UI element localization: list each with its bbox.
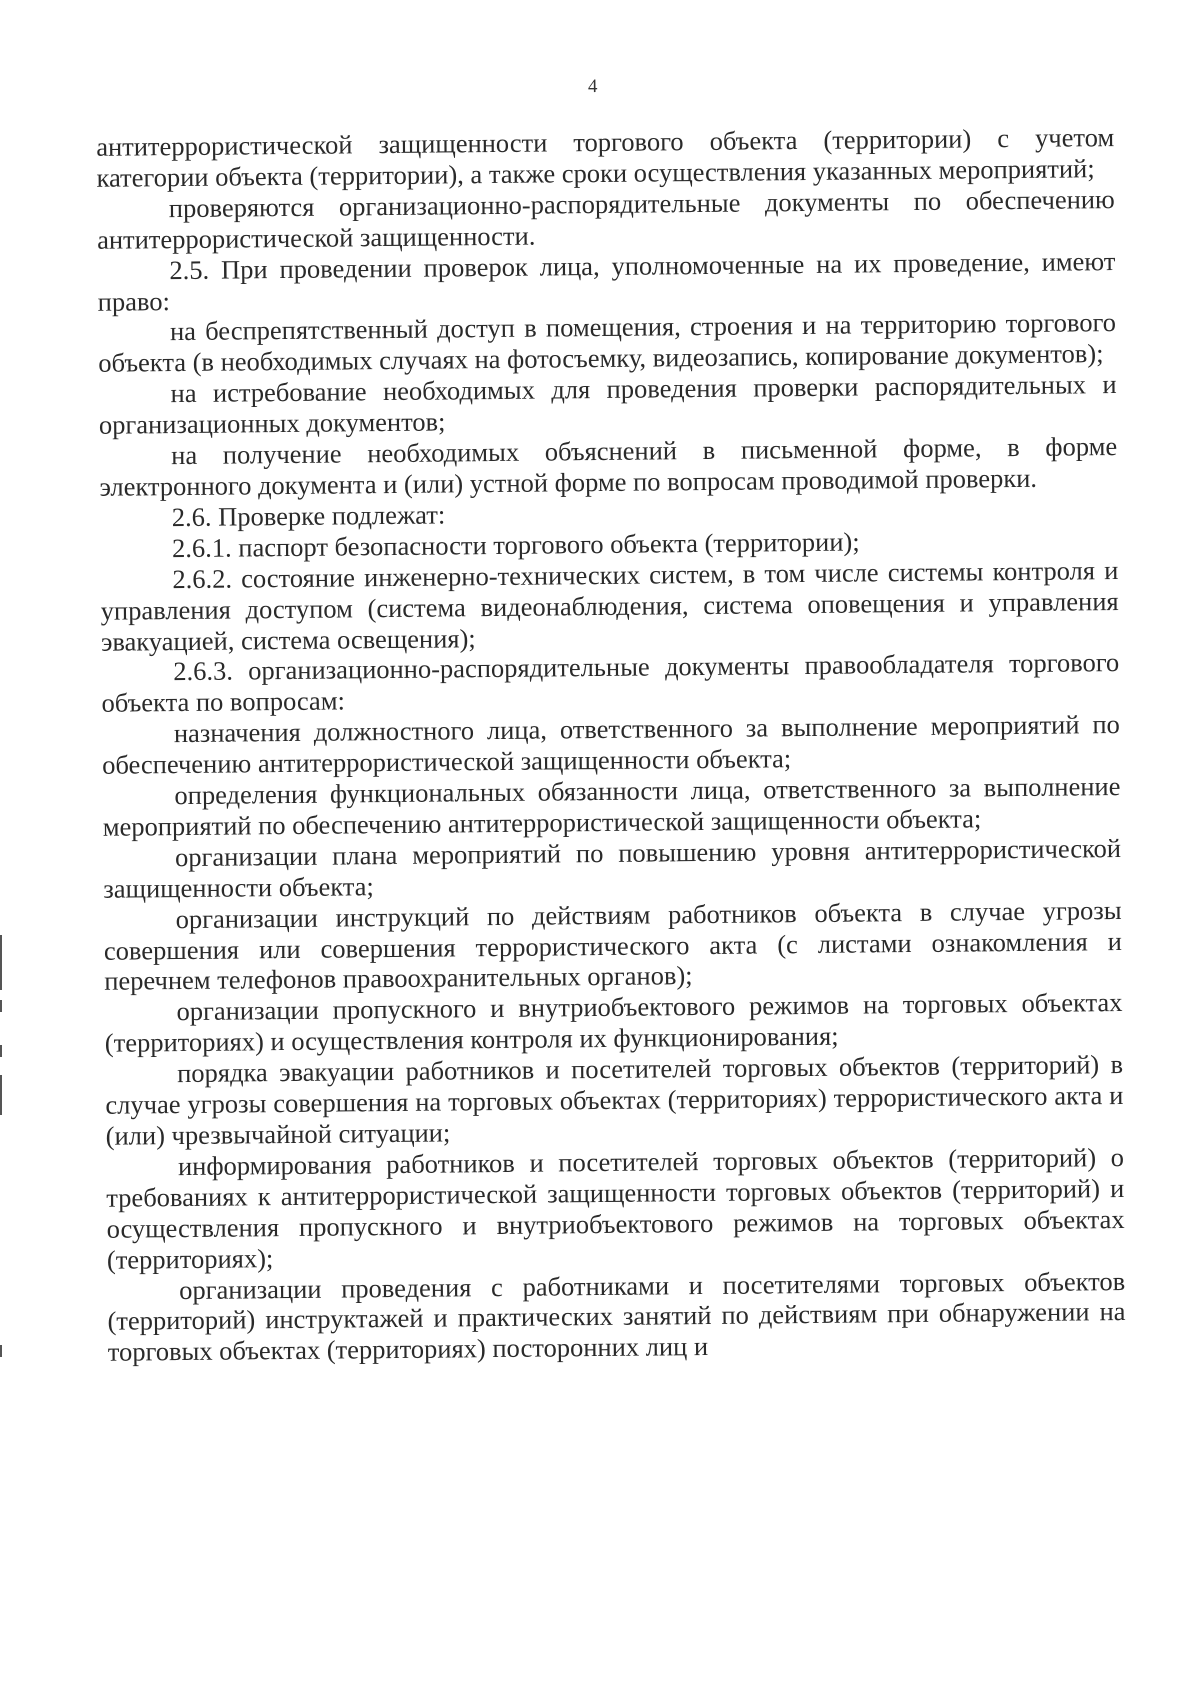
paragraph-continuation: антитеррористической защищенности торгового объекта (территории) с учетом категории объекта (территории), а также сроки осуществления указанных мероприятий; <box>96 122 1115 193</box>
paragraph: организации инструкций по действиям работников объекта в случае угрозы совершения или совершения террористического акта (с листами ознакомления и перечнем телефонов правоохранительных органов); <box>103 894 1123 997</box>
paragraph: организации проведения с работниками и посетителями торговых объектов (территорий) инструктажей и практических занятий по действиям при обнаружении на торговых объектах (территориях) посторонних лиц и <box>107 1265 1126 1368</box>
paragraph-2-6: 2.6. Проверке подлежат: <box>171 499 446 532</box>
paragraph: проверяются организационно-распорядительные документы по обеспечению антитеррористической защищенности. <box>96 183 1115 255</box>
paragraph: на истребование необходимых для проведения проверки распорядительных и организационных документов; <box>98 369 1117 440</box>
scan-edge-mark <box>0 1345 2 1357</box>
paragraph: информирования работников и посетителей торговых объектов (территорий) о требованиях к антитеррористической защищенности торговых объектов (территорий) и осуществления пропускного и внутриобъектового режимов на торговых объектах (территориях); <box>106 1141 1125 1275</box>
paragraph: организации плана мероприятий по повышению уровня антитеррористической защищенности объекта; <box>103 832 1122 904</box>
paragraph: определения функциональных обязанности лица, ответственного за выполнение мероприятий по обеспечению антитеррористической защищенности объекта; <box>102 771 1121 842</box>
scan-edge-mark <box>0 935 2 990</box>
paragraph: назначения должностного лица, ответственного за выполнение мероприятий по обеспечению антитеррористической защищенности объекта; <box>102 709 1120 780</box>
scan-edge-mark <box>0 1000 2 1012</box>
paragraph-2-6-2: 2.6.2. состояние инженерно-технических систем, в том числе системы контроля и управления доступом (система видеонаблюдения, система оповещения и управления эвакуацией, система освещения); <box>100 554 1119 657</box>
paragraph: порядка эвакуации работников и посетителей торговых объектов (территорий) в случае угрозы совершения на торговых объектах (территориях) террористического акта и (или) чрезвычайной ситуации; <box>105 1049 1124 1151</box>
scan-edge-mark <box>0 1045 2 1057</box>
page-number: 4 <box>587 75 598 98</box>
paragraph: на получение необходимых объяснений в письменной форме, в форме электронного документа и (или) устной форме по вопросам проводимой проверки. <box>99 431 1118 502</box>
paragraph: организации пропускного и внутриобъектового режимов на торговых объектах (территориях) и осуществления контроля их функционирования; <box>104 987 1123 1059</box>
paragraph-2-5: 2.5. При проведении проверок лица, уполномоченные на их проведение, имеют право: <box>97 245 1116 317</box>
paragraph: на беспрепятственный доступ в помещения, строения и на территорию торгового объекта (в необходимых случаях на фотосъемку, видеозапись, копирование документов); <box>98 307 1117 379</box>
scan-edge-mark <box>0 1075 2 1115</box>
document-body <box>96 122 1126 1368</box>
paragraph-2-6-3: 2.6.3. организационно-распорядительные документы правообладателя торгового объекта по вопросам: <box>101 647 1120 719</box>
paragraph-2-6-1: 2.6.1. паспорт безопасности торгового объекта (территории); <box>171 526 860 563</box>
